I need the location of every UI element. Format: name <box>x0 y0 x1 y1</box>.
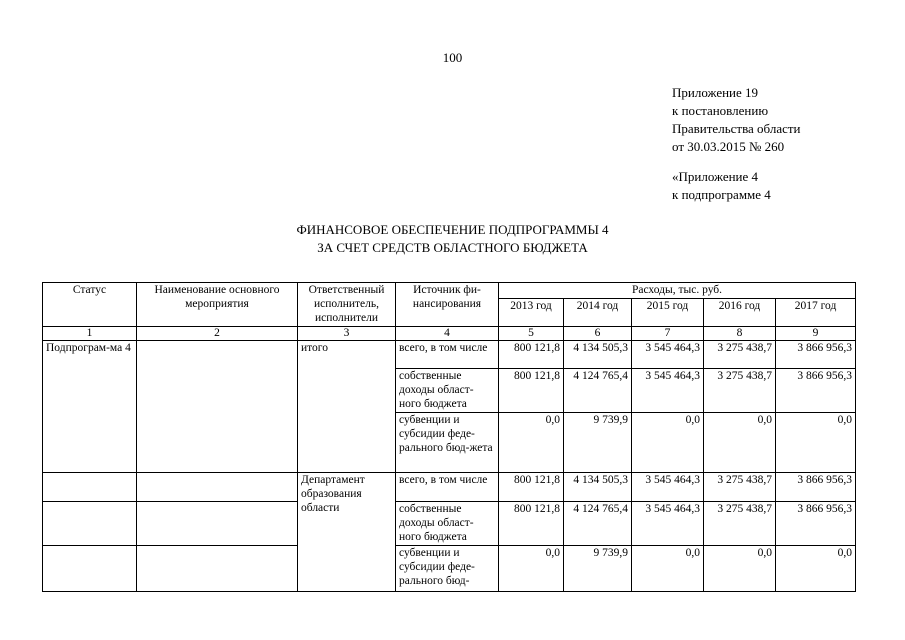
value-cell: 3 275 438,7 <box>704 369 776 413</box>
activity-cell <box>137 341 298 473</box>
value-cell: 0,0 <box>704 413 776 473</box>
value-cell: 0,0 <box>499 546 564 592</box>
header-expenses: Расходы, тыс. руб. <box>499 283 856 299</box>
value-cell: 3 275 438,7 <box>704 341 776 369</box>
document-title <box>0 221 905 257</box>
appendix-line: к подпрограмме 4 <box>672 187 771 202</box>
financing-table <box>42 282 856 592</box>
appendix-line: Правительства области <box>672 121 801 136</box>
activity-cell <box>137 546 298 592</box>
value-cell: 3 866 956,3 <box>776 502 856 546</box>
value-cell: 0,0 <box>776 546 856 592</box>
activity-cell <box>137 502 298 546</box>
value-cell: 3 866 956,3 <box>776 369 856 413</box>
column-number: 4 <box>396 327 499 341</box>
header-year: 2013 год <box>499 299 564 327</box>
header-year: 2017 год <box>776 299 856 327</box>
column-number: 5 <box>499 327 564 341</box>
status-cell <box>43 546 137 592</box>
header-status: Статус <box>43 283 137 327</box>
column-number: 2 <box>137 327 298 341</box>
source-cell: субвенции и субсидии феде-рального бюд-жета <box>396 413 499 473</box>
value-cell: 3 545 464,3 <box>632 341 704 369</box>
value-cell: 4 124 765,4 <box>564 369 632 413</box>
column-number: 7 <box>632 327 704 341</box>
value-cell: 0,0 <box>776 413 856 473</box>
table-row <box>43 341 856 369</box>
header-year: 2016 год <box>704 299 776 327</box>
value-cell: 3 545 464,3 <box>632 369 704 413</box>
column-number: 8 <box>704 327 776 341</box>
appendix-line: к постановлению <box>672 103 769 118</box>
source-cell: всего, в том числе <box>396 473 499 502</box>
value-cell: 800 121,8 <box>499 473 564 502</box>
value-cell: 0,0 <box>632 546 704 592</box>
header-year: 2015 год <box>632 299 704 327</box>
header-executor: Ответственный исполнитель, исполнители <box>298 283 396 327</box>
page-number: 100 <box>442 50 463 65</box>
executor-cell: Департамент образования области <box>298 473 396 592</box>
title-line: ЗА СЧЕТ СРЕДСТВ ОБЛАСТНОГО БЮДЖЕТА <box>317 240 588 255</box>
value-cell: 0,0 <box>499 413 564 473</box>
status-cell: Подпрограм-ма 4 <box>43 341 137 473</box>
value-cell: 9 739,9 <box>564 413 632 473</box>
value-cell: 9 739,9 <box>564 546 632 592</box>
source-cell: собственные доходы област-ного бюджета <box>396 369 499 413</box>
appendix-line: от 30.03.2015 № 260 <box>672 139 785 154</box>
appendix-block <box>672 84 801 204</box>
column-number: 3 <box>298 327 396 341</box>
title-line: ФИНАНСОВОЕ ОБЕСПЕЧЕНИЕ ПОДПРОГРАММЫ 4 <box>296 222 609 237</box>
value-cell: 4 134 505,3 <box>564 473 632 502</box>
table-row <box>43 546 856 592</box>
value-cell: 800 121,8 <box>499 502 564 546</box>
header-year: 2014 год <box>564 299 632 327</box>
column-number: 1 <box>43 327 137 341</box>
value-cell: 3 275 438,7 <box>704 502 776 546</box>
table-row <box>43 473 856 502</box>
value-cell: 4 134 505,3 <box>564 341 632 369</box>
source-cell: субвенции и субсидии феде-рального бюд- <box>396 546 499 592</box>
activity-cell <box>137 473 298 502</box>
value-cell: 800 121,8 <box>499 341 564 369</box>
value-cell: 800 121,8 <box>499 369 564 413</box>
value-cell: 3 866 956,3 <box>776 341 856 369</box>
column-number: 6 <box>564 327 632 341</box>
header-activity: Наименование основного мероприятия <box>137 283 298 327</box>
header-source: Источник фи-нансирования <box>396 283 499 327</box>
value-cell: 0,0 <box>632 413 704 473</box>
value-cell: 3 866 956,3 <box>776 473 856 502</box>
value-cell: 3 545 464,3 <box>632 502 704 546</box>
status-cell <box>43 502 137 546</box>
table-row <box>43 502 856 546</box>
status-cell <box>43 473 137 502</box>
appendix-line: Приложение 19 <box>672 85 759 100</box>
source-cell: собственные доходы област-ного бюджета <box>396 502 499 546</box>
source-cell: всего, в том числе <box>396 341 499 369</box>
appendix-line: «Приложение 4 <box>672 169 759 184</box>
value-cell: 3 545 464,3 <box>632 473 704 502</box>
value-cell: 4 124 765,4 <box>564 502 632 546</box>
column-number: 9 <box>776 327 856 341</box>
executor-cell: итого <box>298 341 396 473</box>
value-cell: 3 275 438,7 <box>704 473 776 502</box>
value-cell: 0,0 <box>704 546 776 592</box>
